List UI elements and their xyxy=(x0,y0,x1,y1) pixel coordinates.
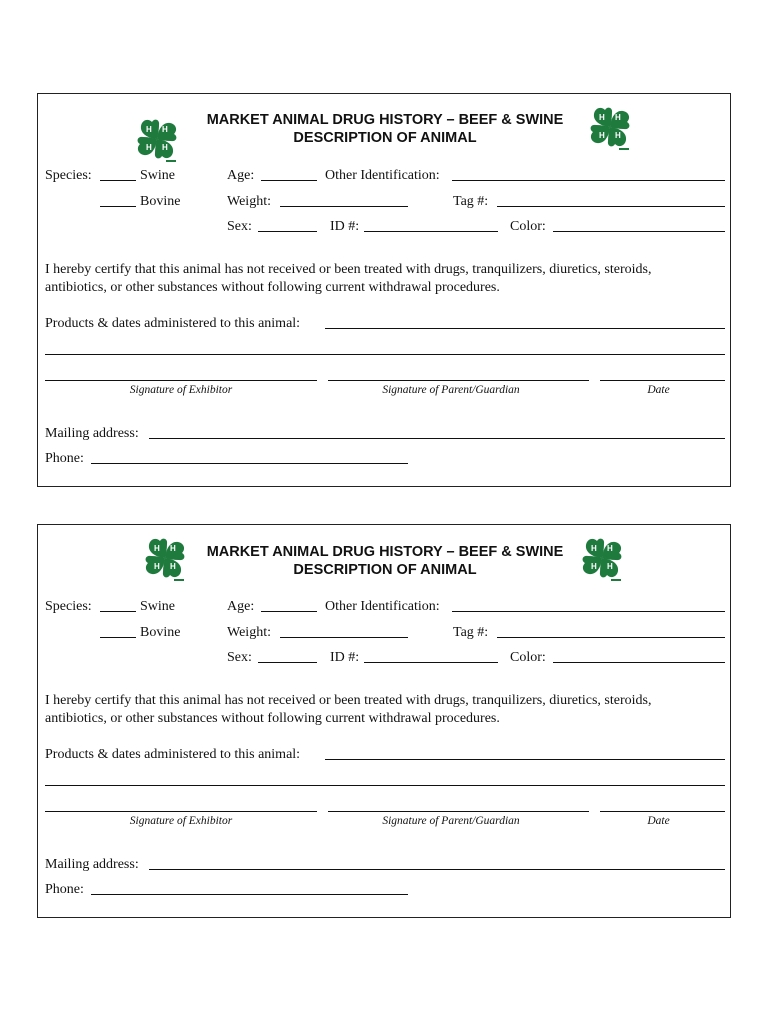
svg-text:H: H xyxy=(146,143,152,152)
date-caption: Date xyxy=(647,384,670,396)
svg-text:H: H xyxy=(162,125,168,134)
age-field[interactable] xyxy=(261,180,317,181)
svg-text:H: H xyxy=(154,562,160,571)
other-identification-label: Other Identification: xyxy=(325,168,440,183)
mailing-address-label: Mailing address: xyxy=(45,857,139,872)
tag-label: Tag #: xyxy=(453,194,489,209)
weight-label: Weight: xyxy=(227,625,271,640)
form-title: MARKET ANIMAL DRUG HISTORY – BEEF & SWINE xyxy=(206,544,564,560)
products-field-continued[interactable] xyxy=(45,785,725,786)
bovine-field[interactable] xyxy=(100,637,136,638)
certification-text-line1: I hereby certify that this animal has not received or been treated with drugs, tranquilizers, diuretics, steroids, xyxy=(45,693,652,708)
products-field[interactable] xyxy=(325,328,725,329)
swine-label: Swine xyxy=(140,168,175,183)
mailing-address-field[interactable] xyxy=(149,438,725,439)
bovine-field[interactable] xyxy=(100,206,136,207)
color-label: Color: xyxy=(510,650,546,665)
exhibitor-signature-field[interactable] xyxy=(45,380,317,381)
swine-field[interactable] xyxy=(100,180,136,181)
svg-text:H: H xyxy=(591,562,597,571)
phone-field[interactable] xyxy=(91,894,408,895)
form-title: MARKET ANIMAL DRUG HISTORY – BEEF & SWINE xyxy=(206,112,564,128)
color-field[interactable] xyxy=(553,231,725,232)
sex-label: Sex: xyxy=(227,650,252,665)
swine-label: Swine xyxy=(140,599,175,614)
color-label: Color: xyxy=(510,219,546,234)
sex-field[interactable] xyxy=(258,231,317,232)
certification-text-line2: antibiotics, or other substances without following current withdrawal procedures. xyxy=(45,711,500,726)
svg-text:H: H xyxy=(170,544,176,553)
color-field[interactable] xyxy=(553,662,725,663)
other-identification-label: Other Identification: xyxy=(325,599,440,614)
drug-history-form xyxy=(37,524,731,918)
age-label: Age: xyxy=(227,168,255,183)
tag-field[interactable] xyxy=(497,637,725,638)
exhibitor-signature-caption: Signature of Exhibitor xyxy=(129,384,233,396)
mailing-address-label: Mailing address: xyxy=(45,426,139,441)
species-label: Species: xyxy=(45,168,92,183)
age-field[interactable] xyxy=(261,611,317,612)
id-field[interactable] xyxy=(364,662,498,663)
parent-signature-caption: Signature of Parent/Guardian xyxy=(382,815,520,827)
svg-text:H: H xyxy=(599,131,605,140)
exhibitor-signature-caption: Signature of Exhibitor xyxy=(129,815,233,827)
date-caption: Date xyxy=(647,815,670,827)
phone-label: Phone: xyxy=(45,451,84,466)
svg-text:H: H xyxy=(607,562,613,571)
id-label: ID #: xyxy=(330,219,360,234)
svg-text:H: H xyxy=(615,113,621,122)
phone-label: Phone: xyxy=(45,882,84,897)
id-field[interactable] xyxy=(364,231,498,232)
species-label: Species: xyxy=(45,599,92,614)
products-label: Products & dates administered to this animal: xyxy=(45,316,301,331)
certification-text-line1: I hereby certify that this animal has not received or been treated with drugs, tranquilizers, diuretics, steroids, xyxy=(45,262,652,277)
id-label: ID #: xyxy=(330,650,360,665)
drug-history-form xyxy=(37,93,731,487)
parent-signature-field[interactable] xyxy=(328,811,589,812)
products-field-continued[interactable] xyxy=(45,354,725,355)
svg-text:H: H xyxy=(591,544,597,553)
tag-field[interactable] xyxy=(497,206,725,207)
products-field[interactable] xyxy=(325,759,725,760)
svg-text:H: H xyxy=(154,544,160,553)
mailing-address-field[interactable] xyxy=(149,869,725,870)
svg-text:H: H xyxy=(146,125,152,134)
svg-text:H: H xyxy=(599,113,605,122)
date-field[interactable] xyxy=(600,811,725,812)
svg-text:H: H xyxy=(607,544,613,553)
parent-signature-field[interactable] xyxy=(328,380,589,381)
age-label: Age: xyxy=(227,599,255,614)
other-identification-field[interactable] xyxy=(452,180,725,181)
form-subtitle: DESCRIPTION OF ANIMAL xyxy=(293,130,477,146)
form-subtitle: DESCRIPTION OF ANIMAL xyxy=(293,562,477,578)
bovine-label: Bovine xyxy=(140,194,181,209)
svg-text:H: H xyxy=(615,131,621,140)
svg-text:H: H xyxy=(170,562,176,571)
swine-field[interactable] xyxy=(100,611,136,612)
weight-field[interactable] xyxy=(280,637,408,638)
exhibitor-signature-field[interactable] xyxy=(45,811,317,812)
weight-label: Weight: xyxy=(227,194,271,209)
other-identification-field[interactable] xyxy=(452,611,725,612)
parent-signature-caption: Signature of Parent/Guardian xyxy=(382,384,520,396)
tag-label: Tag #: xyxy=(453,625,489,640)
date-field[interactable] xyxy=(600,380,725,381)
phone-field[interactable] xyxy=(91,463,408,464)
sex-label: Sex: xyxy=(227,219,252,234)
products-label: Products & dates administered to this animal: xyxy=(45,747,301,762)
weight-field[interactable] xyxy=(280,206,408,207)
certification-text-line2: antibiotics, or other substances without following current withdrawal procedures. xyxy=(45,280,500,295)
svg-text:H: H xyxy=(162,143,168,152)
bovine-label: Bovine xyxy=(140,625,181,640)
sex-field[interactable] xyxy=(258,662,317,663)
